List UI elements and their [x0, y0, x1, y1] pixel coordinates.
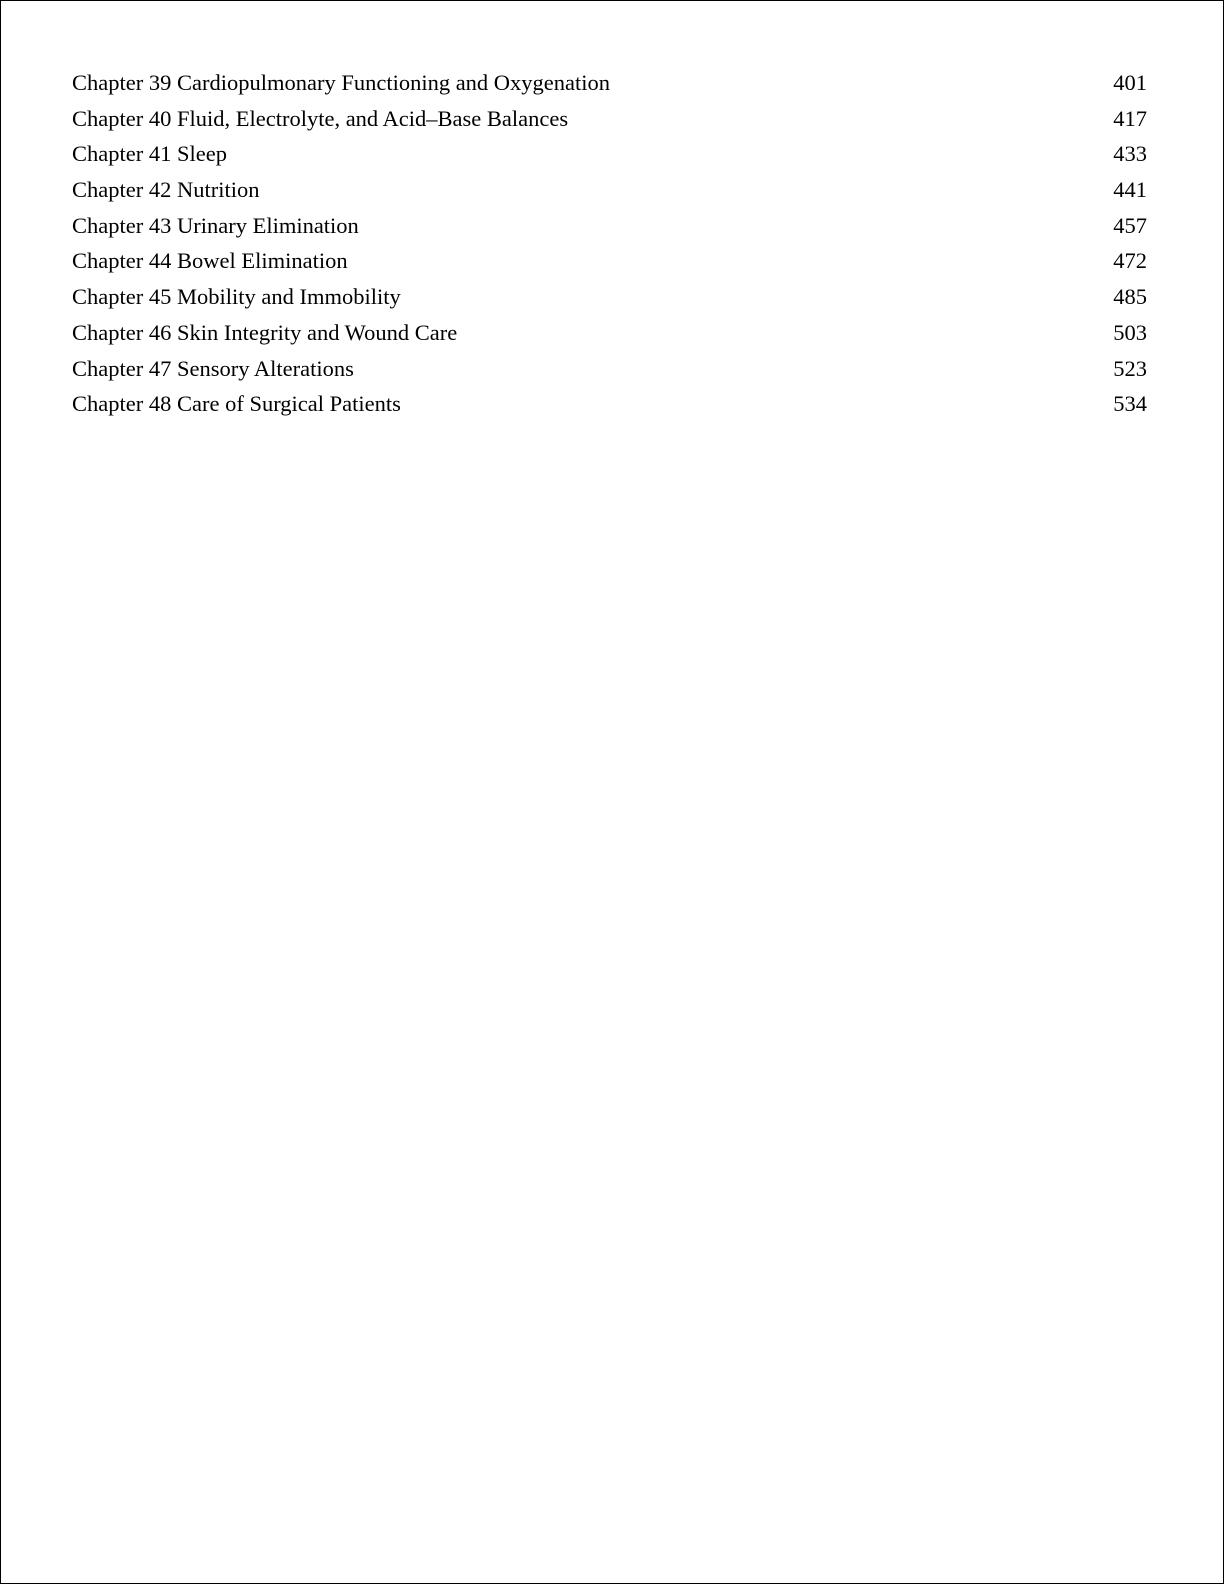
toc-entry-page-number: 457	[1113, 212, 1147, 238]
toc-entry-title: Chapter 45 Mobility and Immobility	[72, 284, 401, 310]
toc-entry-title: Chapter 42 Nutrition	[72, 177, 260, 203]
toc-entry-title: Chapter 48 Care of Surgical Patients	[72, 391, 401, 417]
toc-entry	[72, 136, 1147, 172]
toc-entry-page-number: 401	[1113, 70, 1147, 95]
toc-entry-page-number: 417	[1113, 105, 1147, 131]
toc-entry	[72, 172, 1147, 208]
toc-entry	[72, 208, 1147, 244]
toc-entry-page-number: 472	[1113, 248, 1147, 274]
toc-entry-title: Chapter 41 Sleep	[72, 141, 227, 167]
toc-entry-page-number: 441	[1113, 177, 1147, 203]
toc-entry-page-number: 485	[1113, 284, 1147, 310]
toc-entry	[72, 65, 1147, 101]
toc-entry-title: Chapter 47 Sensory Alterations	[72, 355, 354, 381]
toc-entry	[72, 351, 1147, 387]
table-of-contents	[72, 65, 1147, 422]
toc-entry	[72, 279, 1147, 315]
toc-entry	[72, 101, 1147, 137]
toc-entry-title: Chapter 44 Bowel Elimination	[72, 248, 348, 274]
toc-entry-page-number: 503	[1113, 319, 1147, 345]
toc-entry	[72, 243, 1147, 279]
toc-entry-title: Chapter 43 Urinary Elimination	[72, 212, 359, 238]
toc-entry-title: Chapter 40 Fluid, Electrolyte, and Acid–Base Balances	[72, 105, 569, 131]
toc-entry-page-number: 523	[1113, 355, 1147, 381]
toc-entry	[72, 315, 1147, 351]
toc-entry-page-number: 433	[1113, 141, 1147, 167]
toc-entry-page-number: 534	[1113, 391, 1147, 417]
toc-entry-title: Chapter 39 Cardiopulmonary Functioning and Oxygenation	[72, 70, 611, 95]
toc-entry-title: Chapter 46 Skin Integrity and Wound Care	[72, 319, 458, 345]
toc-entry	[72, 386, 1147, 422]
